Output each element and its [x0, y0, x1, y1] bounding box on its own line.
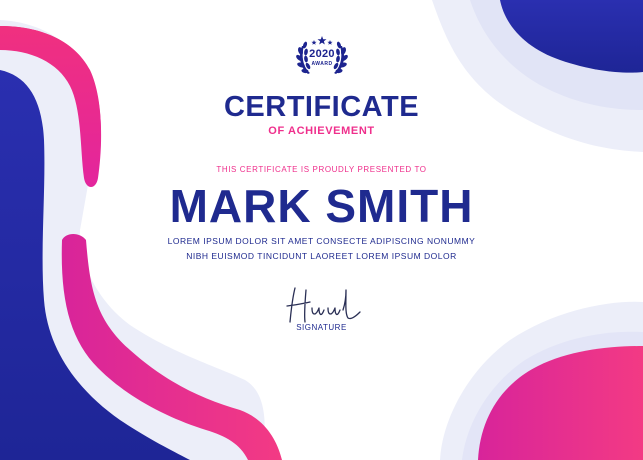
description-line-2: NIBH EUISMOD TINCIDUNT LAOREET LOREM IPSUM DOLOR: [186, 251, 457, 261]
signature-label: SIGNATURE: [296, 323, 347, 332]
certificate-subtitle: OF ACHIEVEMENT: [268, 125, 375, 137]
award-year: 2020: [309, 48, 335, 60]
recipient-name: MARK SMITH: [169, 180, 474, 232]
award-label: AWARD: [311, 61, 333, 67]
certificate-title: CERTIFICATE: [223, 91, 420, 123]
award-badge: [294, 34, 350, 80]
handwritten-signature-icon: [276, 282, 368, 328]
description-line-1: LOREM IPSUM DOLOR SIT AMET CONSECTE ADIPISCING NONUMMY: [167, 236, 476, 246]
presented-to-text: THIS CERTIFICATE IS PROUDLY PRESENTED TO: [216, 165, 427, 174]
